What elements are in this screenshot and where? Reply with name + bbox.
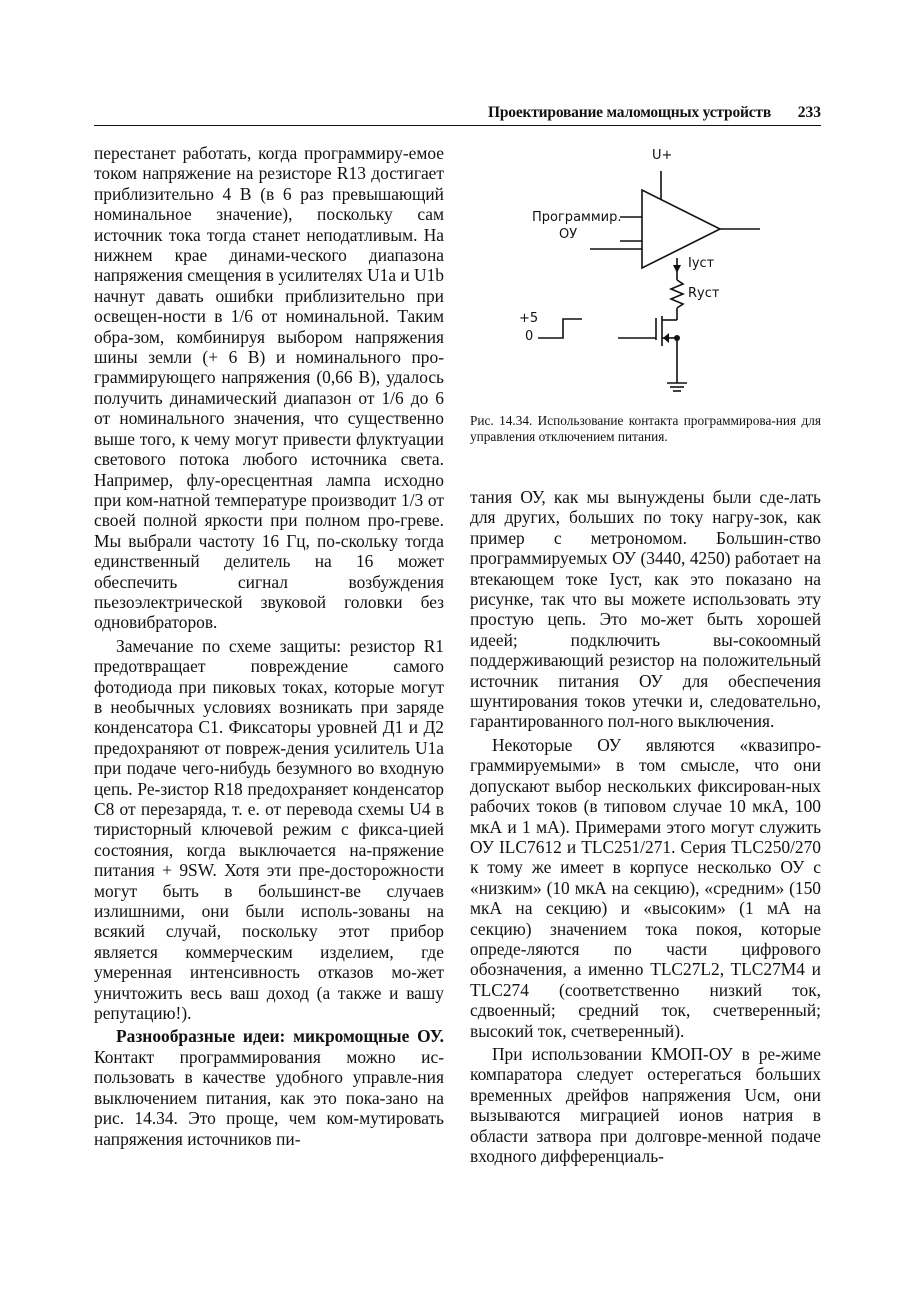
left-column — [94, 143, 444, 1149]
paragraph-text: Контакт программирования можно ис-пользовать в качестве удобного управле-ния выключением питания, как это пока-зано на рис. 14.34. Это проще, чем ком-мутировать напряжения источников пи- — [94, 1046, 444, 1149]
label-prog-line2: ОУ — [559, 227, 578, 242]
circuit-diagram — [470, 138, 821, 418]
label-iset: Iуст — [688, 256, 715, 271]
paragraph: При использовании КМОП-ОУ в ре-жиме компаратора следует остерегаться больших временных дрейфов напряжения Uсм, они вызываются миграцией ионов натрия в области затвора при долговре-менной подаче входного дифференциаль- — [470, 1043, 821, 1166]
label-supply: U+ — [652, 148, 673, 163]
paragraph — [94, 1026, 444, 1148]
paragraph: Некоторые ОУ являются «квазипро-граммируемыми» в том смысле, что они допускают выбор нескольких фиксирован-ных рабочих токов (в типовом случае 10 мкА, 100 мкА и 1 мА). Примерами этого могут служить ОУ ILC7612 и TLC251/271. Серия TLC250/270 к тому же имеет в корпусе несколько ОУ с «низким» (10 мкА на секцию), «средним» (150 мкА на секцию) и «высоким» (1 мА на секцию) значением тока покоя, которые опреде-ляются по части цифрового обозначения, а именно TLC27L2, TLC27M4 и TLC274 (соответственно низкий ток, сдвоенный; средний ток, счетверенный; высокий ток, счетверенный). — [470, 734, 821, 1041]
running-header — [94, 104, 821, 126]
resistor-rset — [671, 280, 683, 308]
label-zero: 0 — [525, 329, 534, 344]
paragraph: перестанет работать, когда программиру-емое током напряжение на резисторе R13 достигает приблизительно 4 В (в 6 раз превышающий номинальное значение), поскольку сам источник тока тогда станет неподатливым. На нижнем крае динами-ческого диапазона напряжения смещения в усилителях U1a и U1b начнут давать ошибки приблизительно при освещен-ности в 1/6 от номинальной. Таким обра-зом, комбинируя выбором напряжения шины земли (+ 6 В) и номинального про-граммирующего напряжения (0,66 В), удалось получить динамический диапазон от 1/6 до 6 от номинального значения, что существенно выше того, к чему могут привести флуктуации светового потока любого источника света. Например, флу-оресцентная лампа исходно при ком-натной температуре производит 1/3 от своей полной яркости при полном про-греве. Мы выбрали частоту 16 Гц, по-скольку тогда единственный делитель на 16 может обеспечить сигнал возбуждения пьезоэлектрической звуковой головки без одновибраторов. — [94, 143, 445, 633]
figure-14-34 — [470, 138, 821, 418]
label-rset: Rуст — [688, 286, 720, 301]
paragraph: тания ОУ, как мы вынуждены были сде-лать для других, больших по току нагру-зок, как пример с метрономом. Большин-ство программируемых ОУ (3440, 4250) работает на втекающем токе Iуст, как это показано на рисунке, так что вы можете использовать эту простую цепь. Это мо-жет быть хорошей идеей; подключить вы-сокоомный поддерживающий резистор на положительный источник питания ОУ для обеспечения шунтирования токов утечки и, следовательно, гарантированного пол-ного выключения. — [470, 487, 821, 732]
label-prog-line1: Программир. — [532, 210, 622, 225]
page-number: 233 — [797, 104, 821, 121]
section-heading: Разнообразные идеи: микромощные ОУ. — [116, 1026, 444, 1047]
right-column — [470, 487, 821, 1166]
junction-dot — [674, 335, 680, 341]
step-waveform — [538, 319, 582, 338]
header-rule — [94, 125, 821, 126]
paragraph: Замечание по схеме защиты: резистор R1 предотвращает повреждение самого фотодиода при пиковых токах, которые могут в необычных условиях возникать при заряде конденсатора C1. Фиксаторы уровней Д1 и Д2 предохраняют от повреж-дения усилитель U1a при подаче чего-нибудь безумного во входную цепь. Ре-зистор R18 предохраняет конденсатор C8 от перезаряда, т. е. от перевода схемы U4 в тиристорный ключевой режим с фикса-цией состояния, когда выключается на-пряжение питания + 9SW. Хотя эти пре-досторожности могут быть в большинст-ве случаев излишними, они были исполь-зованы на всякий случай, поскольку этот прибор является коммерческим изделием, где умеренная интенсивность отказов мо-жет уничтожить весь ваш доход (а также и вашу репутацию!). — [94, 635, 444, 1024]
figure-caption: Рис. 14.34. Использование контакта программирова-ния для управления отключением питания. — [470, 413, 821, 444]
current-arrow — [673, 265, 681, 273]
running-title: Проектирование маломощных устройств — [488, 104, 771, 121]
label-plus5: +5 — [519, 311, 539, 326]
